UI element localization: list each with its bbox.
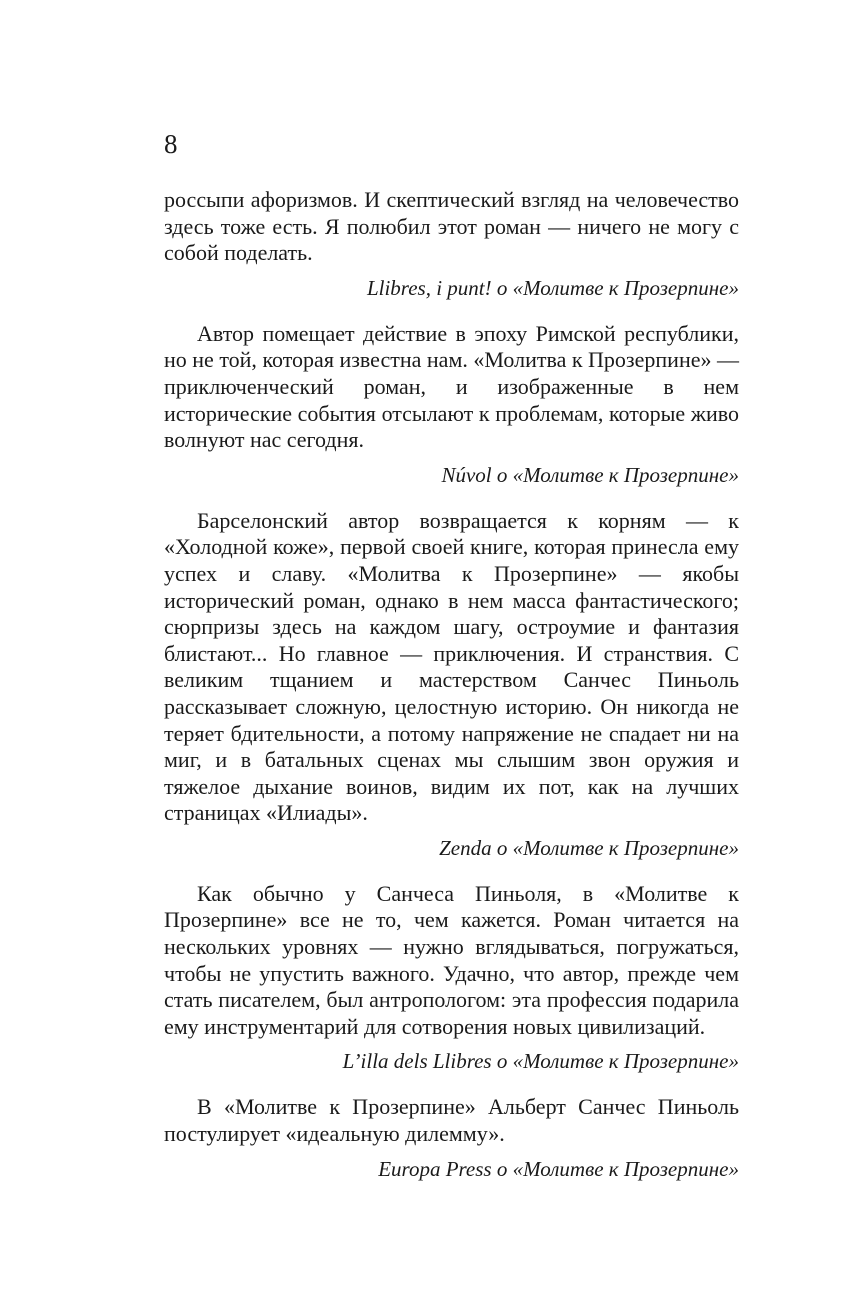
page-content	[164, 187, 739, 1202]
review-text: Барселонский автор возвращается к корням — к «Холодной коже», первой своей книге, которая принесла ему успех и славу. «Молитва к Прозерпине» — якобы исторический роман, однако в нем масса фантастического; сюрпризы здесь на каждом шагу, остроумие и фантазия блистают... Но главное — приключения. И странствия. С великим тщанием и мастерством Санчес Пиньоль рассказывает сложную, целостную историю. Он никогда не теряет бдительности, а потому напряжение не спадает ни на миг, и в батальных сценах мы слышим звон оружия и тяжелое дыхание воинов, видим их пот, как на лучших страницах «Илиады».	[164, 507, 739, 826]
review-quote	[164, 881, 739, 1075]
review-quote	[164, 321, 739, 488]
review-text: Как обычно у Санчеса Пиньоля, в «Молитве к Прозерпине» все не то, чем кажется. Роман читается на нескольких уровнях — нужно вглядываться, погружаться, чтобы не упустить важного. Удачно, что автор, прежде чем стать писателем, был антропологом: эта профессия подарила ему инструментарий для сотворения новых цивилизаций.	[164, 880, 739, 1039]
review-quote	[164, 1094, 739, 1181]
page-number: 8	[164, 129, 178, 159]
review-source: Núvol о «Молитве к Прозерпине»	[441, 462, 739, 487]
review-quote	[164, 187, 739, 301]
review-source: Europa Press о «Молитве к Прозерпине»	[378, 1156, 739, 1181]
review-text: Автор помещает действие в эпоху Римской республики, но не той, которая известна нам. «Молитва к Прозерпине» — приключенческий роман, и изображенные в нем исторические события отсылают к проблемам, которые живо волнуют нас сегодня.	[164, 320, 739, 453]
review-source: Zenda о «Молитве к Прозерпине»	[439, 835, 739, 860]
review-quote	[164, 508, 739, 861]
review-source: Llibres, i punt! о «Молитве к Прозерпине»	[366, 275, 739, 300]
review-text: россыпи афоризмов. И скептический взгляд на человечество здесь тоже есть. Я полюбил этот роман — ничего не могу с собой поделать.	[164, 187, 739, 266]
review-text: В «Молитве к Прозерпине» Альберт Санчес Пиньоль постулирует «идеальную дилемму».	[164, 1094, 739, 1147]
review-source: L’illa dels Llibres о «Молитве к Прозерпине»	[342, 1049, 739, 1074]
